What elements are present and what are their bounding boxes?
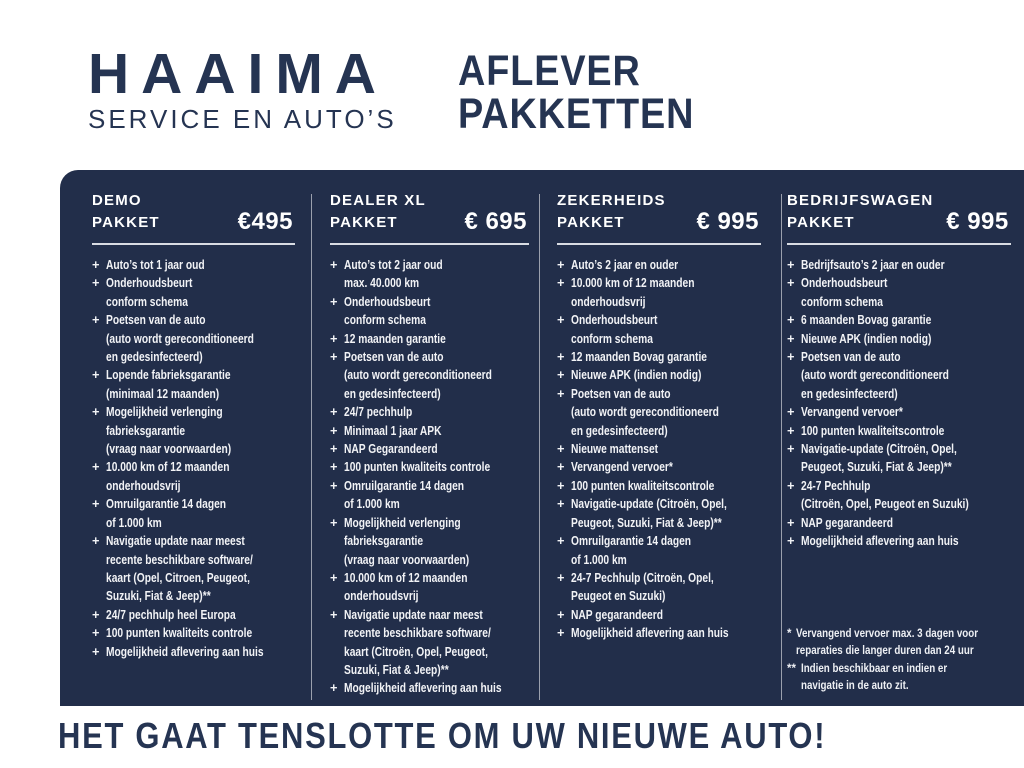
package-item-line: Poetsen van de auto (106, 312, 206, 328)
plus-marker: + (92, 459, 100, 475)
package-item-text (106, 311, 295, 366)
package-item-line: Auto’s tot 2 jaar oud (344, 257, 443, 272)
package-item-line: (auto wordt gereconditioneerd (106, 330, 254, 346)
package-item-text (344, 440, 529, 458)
package-item-line: recente beschikbare software/ (344, 625, 491, 641)
plus-marker: + (92, 257, 100, 272)
package-price: € 995 (696, 208, 759, 235)
package-item-text (801, 422, 1011, 440)
package-item (92, 403, 295, 458)
package-item-line: Navigatie update naar meest (344, 606, 483, 622)
package-item-text (344, 679, 529, 697)
package-item-text (571, 569, 761, 606)
package-item-text (106, 274, 295, 311)
package-item-line: Omruilgarantie 14 dagen (571, 533, 692, 549)
package-item (787, 348, 1011, 403)
plus-marker: + (92, 312, 100, 328)
plus-marker: + (557, 569, 565, 585)
package-item-line: Peugeot en Suzuki) (571, 588, 666, 604)
package-item-line: Vervangend vervoer* (801, 404, 903, 420)
package-item-text (571, 606, 761, 624)
package-item-line: kaart (Opel, Citroen, Peugeot, (106, 569, 250, 585)
package-item-line: 10.000 km of 12 maanden (106, 459, 230, 475)
package-item (787, 477, 1011, 514)
package-name-line: PAKKET (787, 214, 855, 231)
package-item-line: conform schema (106, 293, 188, 309)
plus-marker: + (330, 330, 338, 346)
footnote-line: reparaties die langer duren dan 24 uur (796, 645, 975, 658)
package-item (330, 477, 529, 514)
package-heading (557, 190, 761, 234)
package-item-line: Onderhoudsbeurt (801, 275, 888, 291)
package-item-line: Auto’s 2 jaar en ouder (571, 257, 679, 272)
heading-divider (330, 243, 529, 245)
package-item (557, 385, 761, 440)
package-item (787, 532, 1011, 550)
package-item-line: Mogelijkheid verlenging (106, 404, 223, 420)
plus-marker: + (787, 330, 795, 346)
package-item-line: Omruilgarantie 14 dagen (344, 477, 465, 493)
package-item (787, 330, 1011, 348)
package-item-text (801, 514, 1011, 532)
package-item-text (571, 458, 761, 476)
package-column-demo (60, 170, 311, 712)
heading-divider (557, 243, 761, 245)
package-item-line: (minimaal 12 maanden) (106, 385, 220, 401)
plus-marker: + (92, 625, 100, 641)
package-item-text (571, 366, 761, 384)
plus-marker: + (557, 606, 565, 622)
plus-marker: + (330, 477, 338, 493)
footnote (787, 661, 1011, 696)
package-item-text (344, 422, 529, 440)
tagline: HET GAAT TENSLOTTE OM UW NIEUWE AUTO! (58, 715, 827, 756)
package-heading (330, 190, 529, 234)
plus-marker: + (330, 680, 338, 696)
package-item-text (106, 643, 295, 661)
package-item-line: Minimaal 1 jaar APK (344, 422, 442, 438)
package-item (330, 679, 529, 697)
brand-subtitle: SERVICE EN AUTO’S (88, 104, 397, 134)
package-item (557, 495, 761, 532)
package-item (557, 532, 761, 569)
package-item-line: NAP Gegarandeerd (344, 441, 438, 457)
package-item (92, 311, 295, 366)
package-item (92, 495, 295, 532)
package-name-line: PAKKET (92, 214, 160, 231)
package-item-line: 6 maanden Bovag garantie (801, 312, 932, 328)
plus-marker: + (330, 422, 338, 438)
plus-marker: + (92, 533, 100, 549)
footnote-marker: ** (787, 662, 796, 675)
package-item-line: 24-7 Pechhulp (801, 477, 871, 493)
package-item-line: en gedesinfecteerd) (801, 385, 898, 401)
plus-marker: + (330, 257, 338, 272)
package-item-line: NAP gegarandeerd (801, 514, 893, 530)
heading-divider (787, 243, 1011, 245)
package-item-line: 100 punten kwaliteits controle (106, 625, 253, 641)
package-item-text (801, 532, 1011, 550)
package-item-line: fabrieksgarantie (344, 533, 424, 549)
page-title-line-2: PAKKETTEN (458, 90, 695, 138)
package-item-line: (auto wordt gereconditioneerd (344, 367, 492, 383)
package-item-line: conform schema (801, 293, 883, 309)
package-heading (787, 190, 1011, 234)
package-item-text (571, 348, 761, 366)
package-item-text (571, 274, 761, 311)
footnote (787, 626, 1011, 661)
package-item-text (571, 624, 761, 642)
package-item (557, 311, 761, 348)
package-item-text (344, 348, 529, 403)
package-item (330, 606, 529, 680)
package-item-line: conform schema (344, 312, 426, 328)
packages-panel (60, 170, 1024, 706)
package-item-line: recente beschikbare software/ (106, 551, 253, 567)
package-item-line: 12 maanden Bovag garantie (571, 349, 707, 365)
package-item (92, 624, 295, 642)
package-item-text (801, 477, 1011, 514)
package-item-line: 100 punten kwaliteits controle (344, 459, 491, 475)
package-item-text (571, 256, 761, 274)
heading-divider (92, 243, 295, 245)
package-item-text (344, 569, 529, 606)
plus-marker: + (557, 477, 565, 493)
package-item (557, 606, 761, 624)
package-item-line: 24/7 pechhulp (344, 404, 413, 420)
package-item-list (92, 256, 295, 661)
package-item (92, 366, 295, 403)
package-item-line: 10.000 km of 12 maanden (344, 569, 468, 585)
package-item (787, 422, 1011, 440)
plus-marker: + (787, 404, 795, 420)
package-item-text (344, 477, 529, 514)
package-item-text (344, 606, 529, 680)
package-item-line: (vraag naar voorwaarden) (344, 551, 470, 567)
plus-marker: + (557, 275, 565, 291)
footnote-line: Vervangend vervoer max. 3 dagen voor (796, 627, 979, 640)
package-item-line: of 1.000 km (571, 551, 627, 567)
package-item-line: Navigatie-update (Citroën, Opel, (801, 441, 957, 457)
package-item (787, 256, 1011, 274)
package-item-text (106, 532, 295, 606)
plus-marker: + (557, 459, 565, 475)
package-item-line: Mogelijkheid aflevering aan huis (571, 625, 729, 641)
package-item-text (801, 256, 1011, 274)
package-item-text (571, 532, 761, 569)
package-item-line: Suzuki, Fiat & Jeep)** (344, 661, 449, 677)
package-item-line: Lopende fabrieksgarantie (106, 367, 231, 383)
package-item-text (344, 330, 529, 348)
package-item (330, 348, 529, 403)
package-item-line: en gedesinfecteerd) (571, 422, 668, 438)
plus-marker: + (557, 385, 565, 401)
package-item-line: Onderhoudsbeurt (106, 275, 193, 291)
brand-name: HAAIMA (88, 42, 388, 106)
package-item-text (801, 348, 1011, 403)
package-item-line: Navigatie update naar meest (106, 533, 245, 549)
package-item-text (106, 256, 295, 274)
package-item-line: (auto wordt gereconditioneerd (571, 404, 719, 420)
package-item-line: onderhoudsvrij (344, 588, 419, 604)
package-name-line: PAKKET (330, 214, 398, 231)
package-item (330, 458, 529, 476)
package-item-text (571, 385, 761, 440)
package-item-line: Peugeot, Suzuki, Fiat & Jeep)** (801, 459, 952, 475)
package-item-line: Auto’s tot 1 jaar oud (106, 257, 205, 272)
package-item-list (330, 256, 529, 698)
package-item-line: Poetsen van de auto (344, 349, 444, 365)
package-item (92, 643, 295, 661)
brand-logo (88, 42, 397, 134)
package-price: € 695 (464, 208, 527, 235)
package-column-zekerheids (539, 170, 781, 712)
package-item-text (344, 514, 529, 569)
package-item-text (344, 458, 529, 476)
package-item-line: (auto wordt gereconditioneerd (801, 367, 949, 383)
package-item (557, 348, 761, 366)
plus-marker: + (92, 367, 100, 383)
package-name-line: DEMO (92, 192, 142, 209)
plus-marker: + (330, 569, 338, 585)
plus-marker: + (787, 349, 795, 365)
package-item (92, 532, 295, 606)
package-item-line: onderhoudsvrij (571, 293, 646, 309)
package-item-line: Poetsen van de auto (571, 385, 671, 401)
plus-marker: + (330, 441, 338, 457)
package-name-line: DEALER XL (330, 192, 426, 209)
package-item-text (801, 274, 1011, 311)
package-item-text (106, 366, 295, 403)
package-item-line: Nieuwe APK (indien nodig) (801, 330, 932, 346)
package-item-line: 100 punten kwaliteitscontrole (801, 422, 945, 438)
package-item-line: of 1.000 km (106, 514, 162, 530)
package-item-text (106, 606, 295, 624)
package-item-line: NAP gegarandeerd (571, 606, 663, 622)
package-item (330, 569, 529, 606)
package-item (92, 606, 295, 624)
footnotes (787, 626, 1011, 698)
footnote-line: navigatie in de auto zit. (800, 680, 909, 693)
package-item (787, 311, 1011, 329)
package-name-line: PAKKET (557, 214, 625, 231)
package-item (787, 274, 1011, 311)
package-item (92, 256, 295, 274)
package-item-text (344, 293, 529, 330)
package-item-line: Poetsen van de auto (801, 349, 901, 365)
plus-marker: + (92, 275, 100, 291)
plus-marker: + (787, 422, 795, 438)
plus-marker: + (787, 514, 795, 530)
plus-marker: + (557, 367, 565, 383)
package-item (330, 422, 529, 440)
package-heading (92, 190, 295, 234)
package-item-text (106, 458, 295, 495)
package-item-text (801, 403, 1011, 421)
package-item-line: (vraag naar voorwaarden) (106, 441, 232, 457)
package-item-line: of 1.000 km (344, 496, 400, 512)
package-price: €495 (237, 208, 293, 235)
footnote-line: Indien beschikbaar en indien er (800, 662, 948, 675)
package-item-list (557, 256, 761, 643)
package-item-line: kaart (Citroën, Opel, Peugeot, (344, 643, 488, 659)
page-title-line-1: AFLEVER (458, 47, 641, 95)
package-item (92, 458, 295, 495)
package-item-line: Mogelijkheid aflevering aan huis (801, 533, 959, 549)
package-item-line: 12 maanden garantie (344, 330, 446, 346)
package-item (330, 293, 529, 330)
package-item-line: Omruilgarantie 14 dagen (106, 496, 227, 512)
package-item-line: Navigatie-update (Citroën, Opel, (571, 496, 727, 512)
package-item (557, 569, 761, 606)
package-item-line: onderhoudsvrij (106, 477, 181, 493)
plus-marker: + (330, 606, 338, 622)
package-item (787, 403, 1011, 421)
package-item (330, 330, 529, 348)
package-item (557, 274, 761, 311)
plus-marker: + (557, 349, 565, 365)
plus-marker: + (330, 514, 338, 530)
plus-marker: + (787, 533, 795, 549)
package-item-line: Onderhoudsbeurt (571, 312, 658, 328)
package-item-text (801, 440, 1011, 477)
package-item-line: conform schema (571, 330, 653, 346)
package-item (557, 477, 761, 495)
package-item-text (801, 311, 1011, 329)
plus-marker: + (330, 459, 338, 475)
plus-marker: + (92, 643, 100, 659)
plus-marker: + (557, 441, 565, 457)
package-item-line: Onderhoudsbeurt (344, 293, 431, 309)
package-item-line: 100 punten kwaliteitscontrole (571, 477, 715, 493)
package-item-text (106, 403, 295, 458)
package-item-list (787, 256, 1011, 551)
plus-marker: + (557, 533, 565, 549)
plus-marker: + (557, 625, 565, 641)
package-name (92, 190, 160, 234)
plus-marker: + (787, 477, 795, 493)
package-name (787, 190, 933, 234)
plus-marker: + (557, 312, 565, 328)
package-item (557, 458, 761, 476)
package-item (787, 514, 1011, 532)
package-item (787, 440, 1011, 477)
package-item-text (571, 311, 761, 348)
package-item-text (344, 403, 529, 421)
package-item-text (571, 440, 761, 458)
plus-marker: + (330, 349, 338, 365)
package-item-line: Vervangend vervoer* (571, 459, 673, 475)
plus-marker: + (92, 606, 100, 622)
package-column-dealer-xl (311, 170, 539, 712)
plus-marker: + (787, 441, 795, 457)
footnote-text (801, 661, 1011, 696)
package-item (557, 440, 761, 458)
package-item-text (106, 495, 295, 532)
package-item-line: Peugeot, Suzuki, Fiat & Jeep)** (571, 514, 722, 530)
package-item-line: Mogelijkheid verlenging (344, 514, 461, 530)
package-item-line: Bedrijfsauto’s 2 jaar en ouder (801, 257, 945, 272)
package-name (557, 190, 666, 234)
plus-marker: + (787, 257, 795, 272)
package-item (330, 514, 529, 569)
package-item-text (801, 330, 1011, 348)
package-item-line: Nieuwe APK (indien nodig) (571, 367, 702, 383)
plus-marker: + (92, 496, 100, 512)
plus-marker: + (557, 257, 565, 272)
plus-marker: + (92, 404, 100, 420)
plus-marker: + (330, 293, 338, 309)
package-column-bedrijfswagen (781, 170, 1024, 712)
package-item-line: en gedesinfecteerd) (344, 385, 441, 401)
package-item-line: Suzuki, Fiat & Jeep)** (106, 588, 211, 604)
page-title (458, 47, 695, 138)
package-item (557, 366, 761, 384)
footnote-text (796, 626, 1010, 661)
package-item (92, 274, 295, 311)
package-price: € 995 (946, 208, 1009, 235)
package-name (330, 190, 426, 234)
package-item-line: 24/7 pechhulp heel Europa (106, 606, 236, 622)
package-item (557, 256, 761, 274)
package-item (330, 403, 529, 421)
package-item-text (344, 256, 529, 293)
plus-marker: + (557, 496, 565, 512)
package-item-line: Nieuwe mattenset (571, 441, 659, 457)
package-item-text (571, 495, 761, 532)
package-name-line: BEDRIJFSWAGEN (787, 192, 934, 209)
package-item-text (106, 624, 295, 642)
package-item (330, 440, 529, 458)
package-item-line: en gedesinfecteerd) (106, 349, 203, 365)
plus-marker: + (787, 312, 795, 328)
package-item (330, 256, 529, 293)
package-item-line: (Citroën, Opel, Peugeot en Suzuki) (801, 496, 969, 512)
package-item-text (571, 477, 761, 495)
plus-marker: + (330, 404, 338, 420)
package-item-line: Mogelijkheid aflevering aan huis (106, 643, 264, 659)
package-item-line: 24-7 Pechhulp (Citroën, Opel, (571, 569, 714, 585)
package-name-line: ZEKERHEIDS (557, 192, 666, 209)
package-item-line: Mogelijkheid aflevering aan huis (344, 680, 502, 696)
package-item (557, 624, 761, 642)
plus-marker: + (787, 275, 795, 291)
package-item-line: 10.000 km of 12 maanden (571, 275, 695, 291)
package-item-line: max. 40.000 km (344, 275, 420, 291)
package-item-line: fabrieksgarantie (106, 422, 186, 438)
footnote-marker: * (787, 627, 792, 640)
